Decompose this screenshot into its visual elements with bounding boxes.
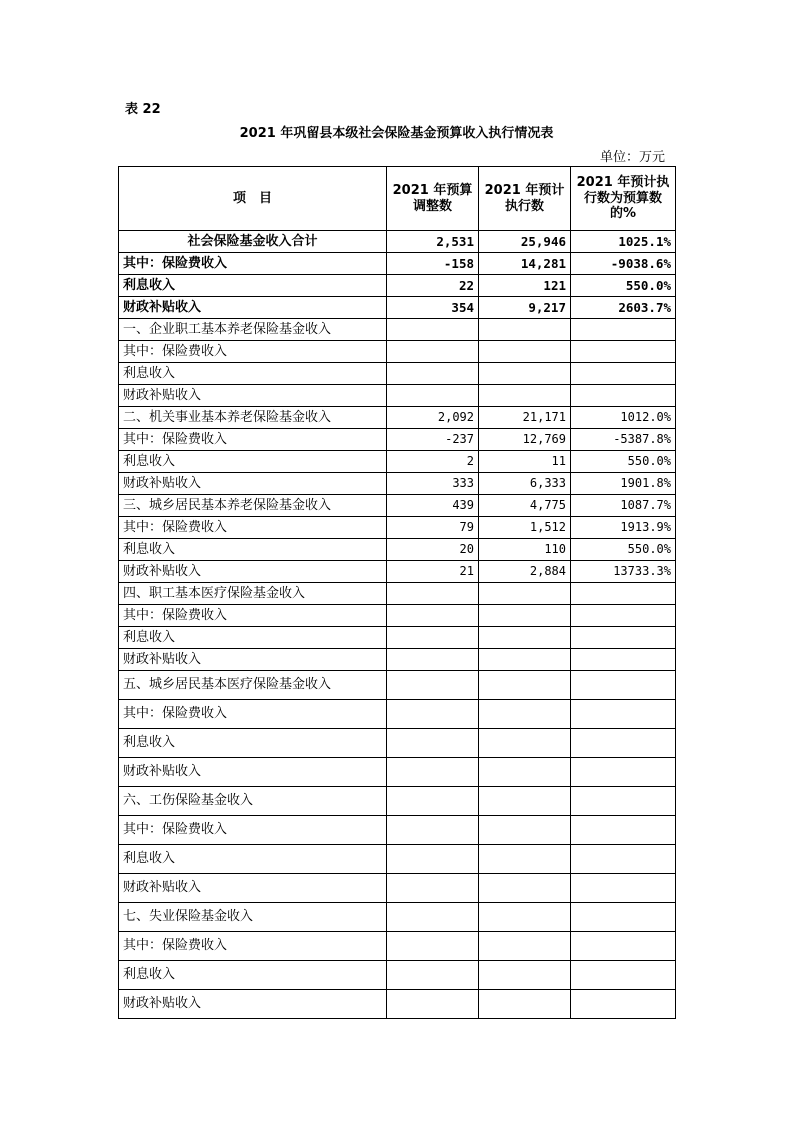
table-row (119, 363, 676, 385)
table-row (119, 495, 676, 517)
row-estimate-value: 4,775 (479, 495, 571, 517)
table-row (119, 816, 676, 845)
row-budget-value (387, 671, 479, 700)
table-row (119, 319, 676, 341)
row-ratio-value: -5387.8% (571, 429, 676, 451)
row-ratio-value (571, 903, 676, 932)
row-budget-value (387, 961, 479, 990)
row-ratio-value: 1901.8% (571, 473, 676, 495)
row-budget-value (387, 729, 479, 758)
row-estimate-value (479, 671, 571, 700)
row-budget-value (387, 649, 479, 671)
row-estimate-value (479, 605, 571, 627)
row-estimate-value: 2,884 (479, 561, 571, 583)
budget-table (118, 166, 676, 1019)
row-item-name: 其中：保险费收入 (119, 517, 387, 539)
row-estimate-value: 11 (479, 451, 571, 473)
row-item-name: 财政补贴收入 (119, 561, 387, 583)
row-item-name: 五、城乡居民基本医疗保险基金收入 (119, 671, 387, 700)
row-estimate-value (479, 627, 571, 649)
row-estimate-value: 21,171 (479, 407, 571, 429)
row-item-name: 利息收入 (119, 451, 387, 473)
table-row (119, 253, 676, 275)
row-item-name: 七、失业保险基金收入 (119, 903, 387, 932)
row-estimate-value: 1,512 (479, 517, 571, 539)
row-estimate-value (479, 700, 571, 729)
row-ratio-value (571, 845, 676, 874)
table-row (119, 649, 676, 671)
row-budget-value: 354 (387, 297, 479, 319)
row-budget-value (387, 700, 479, 729)
row-ratio-value (571, 874, 676, 903)
table-row (119, 605, 676, 627)
row-ratio-value (571, 363, 676, 385)
row-item-name: 利息收入 (119, 363, 387, 385)
row-item-name: 利息收入 (119, 729, 387, 758)
row-estimate-value (479, 385, 571, 407)
row-budget-value: 20 (387, 539, 479, 561)
row-budget-value (387, 363, 479, 385)
row-budget-value (387, 627, 479, 649)
row-estimate-value: 6,333 (479, 473, 571, 495)
table-row (119, 787, 676, 816)
row-estimate-value (479, 961, 571, 990)
row-ratio-value (571, 649, 676, 671)
table-row (119, 341, 676, 363)
row-item-name: 一、企业职工基本养老保险基金收入 (119, 319, 387, 341)
row-item-name: 其中：保险费收入 (119, 605, 387, 627)
row-budget-value (387, 816, 479, 845)
row-budget-value (387, 758, 479, 787)
header-item: 项 目 (119, 167, 387, 231)
row-budget-value (387, 319, 479, 341)
document-title: 2021 年巩留县本级社会保险基金预算收入执行情况表 (239, 126, 554, 141)
row-budget-value: 21 (387, 561, 479, 583)
header-budget: 2021 年预算调整数 (387, 167, 479, 231)
row-ratio-value (571, 961, 676, 990)
row-estimate-value (479, 932, 571, 961)
row-estimate-value (479, 816, 571, 845)
table-row (119, 700, 676, 729)
row-item-name: 其中：保险费收入 (119, 253, 387, 275)
row-item-name: 利息收入 (119, 845, 387, 874)
table-row (119, 473, 676, 495)
row-item-name: 利息收入 (119, 627, 387, 649)
table-row (119, 231, 676, 253)
row-item-name: 三、城乡居民基本养老保险基金收入 (119, 495, 387, 517)
row-budget-value (387, 385, 479, 407)
row-budget-value: 333 (387, 473, 479, 495)
table-row (119, 627, 676, 649)
row-item-name: 利息收入 (119, 539, 387, 561)
row-budget-value: 22 (387, 275, 479, 297)
row-item-name: 利息收入 (119, 961, 387, 990)
table-row (119, 583, 676, 605)
row-budget-value (387, 787, 479, 816)
row-budget-value: 79 (387, 517, 479, 539)
table-row (119, 429, 676, 451)
row-budget-value: -158 (387, 253, 479, 275)
table-row (119, 297, 676, 319)
header-ratio: 2021 年预计执行数为预算数的% (571, 167, 676, 231)
table-row (119, 729, 676, 758)
table-row (119, 671, 676, 700)
row-estimate-value (479, 319, 571, 341)
table-row (119, 932, 676, 961)
row-ratio-value (571, 700, 676, 729)
row-ratio-value (571, 319, 676, 341)
table-body (119, 231, 676, 1019)
row-item-name: 财政补贴收入 (119, 649, 387, 671)
row-item-name: 其中：保险费收入 (119, 429, 387, 451)
table-row (119, 874, 676, 903)
row-item-name: 财政补贴收入 (119, 385, 387, 407)
row-estimate-value (479, 990, 571, 1019)
row-estimate-value: 121 (479, 275, 571, 297)
row-item-name: 社会保险基金收入合计 (119, 231, 387, 253)
row-budget-value (387, 341, 479, 363)
row-budget-value: 2 (387, 451, 479, 473)
table-row (119, 517, 676, 539)
row-item-name: 财政补贴收入 (119, 473, 387, 495)
row-item-name: 六、工伤保险基金收入 (119, 787, 387, 816)
row-item-name: 其中：保险费收入 (119, 700, 387, 729)
row-budget-value: 2,531 (387, 231, 479, 253)
row-item-name: 财政补贴收入 (119, 758, 387, 787)
table-header-row (119, 167, 676, 231)
table-row (119, 990, 676, 1019)
row-ratio-value (571, 816, 676, 845)
row-ratio-value (571, 758, 676, 787)
row-ratio-value: 550.0% (571, 539, 676, 561)
row-estimate-value (479, 729, 571, 758)
row-estimate-value (479, 649, 571, 671)
row-estimate-value (479, 845, 571, 874)
row-budget-value: 2,092 (387, 407, 479, 429)
row-ratio-value (571, 932, 676, 961)
row-item-name: 其中：保险费收入 (119, 816, 387, 845)
header-estimate: 2021 年预计执行数 (479, 167, 571, 231)
table-row (119, 561, 676, 583)
row-budget-value (387, 874, 479, 903)
row-estimate-value (479, 874, 571, 903)
table-row (119, 385, 676, 407)
row-item-name: 其中：保险费收入 (119, 932, 387, 961)
row-ratio-value (571, 605, 676, 627)
row-item-name: 财政补贴收入 (119, 990, 387, 1019)
row-ratio-value (571, 787, 676, 816)
row-budget-value: 439 (387, 495, 479, 517)
table-row (119, 903, 676, 932)
row-ratio-value (571, 341, 676, 363)
row-estimate-value (479, 363, 571, 385)
unit-label: 单位：万元 (599, 150, 665, 165)
row-ratio-value: 550.0% (571, 451, 676, 473)
table-row (119, 275, 676, 297)
row-item-name: 利息收入 (119, 275, 387, 297)
row-ratio-value: 1913.9% (571, 517, 676, 539)
row-ratio-value (571, 583, 676, 605)
row-item-name: 四、职工基本医疗保险基金收入 (119, 583, 387, 605)
row-estimate-value: 14,281 (479, 253, 571, 275)
row-ratio-value: 1012.0% (571, 407, 676, 429)
row-item-name: 二、机关事业基本养老保险基金收入 (119, 407, 387, 429)
table-row (119, 539, 676, 561)
table-row (119, 845, 676, 874)
row-budget-value (387, 903, 479, 932)
row-estimate-value (479, 341, 571, 363)
row-ratio-value (571, 385, 676, 407)
row-estimate-value (479, 758, 571, 787)
row-estimate-value (479, 583, 571, 605)
row-ratio-value: 1087.7% (571, 495, 676, 517)
row-budget-value (387, 583, 479, 605)
row-budget-value: -237 (387, 429, 479, 451)
table-row (119, 961, 676, 990)
table-row (119, 407, 676, 429)
row-ratio-value (571, 671, 676, 700)
row-ratio-value (571, 729, 676, 758)
row-estimate-value (479, 787, 571, 816)
row-ratio-value (571, 627, 676, 649)
row-item-name: 财政补贴收入 (119, 297, 387, 319)
row-estimate-value: 12,769 (479, 429, 571, 451)
row-budget-value (387, 845, 479, 874)
row-estimate-value: 110 (479, 539, 571, 561)
table-number-label: 表 22 (125, 102, 161, 117)
row-budget-value (387, 932, 479, 961)
row-budget-value (387, 605, 479, 627)
row-estimate-value (479, 903, 571, 932)
row-ratio-value (571, 990, 676, 1019)
table-row (119, 758, 676, 787)
row-ratio-value: 13733.3% (571, 561, 676, 583)
row-item-name: 财政补贴收入 (119, 874, 387, 903)
row-estimate-value: 25,946 (479, 231, 571, 253)
row-estimate-value: 9,217 (479, 297, 571, 319)
row-budget-value (387, 990, 479, 1019)
row-ratio-value: 550.0% (571, 275, 676, 297)
table-row (119, 451, 676, 473)
row-item-name: 其中：保险费收入 (119, 341, 387, 363)
row-ratio-value: 2603.7% (571, 297, 676, 319)
row-ratio-value: -9038.6% (571, 253, 676, 275)
row-ratio-value: 1025.1% (571, 231, 676, 253)
